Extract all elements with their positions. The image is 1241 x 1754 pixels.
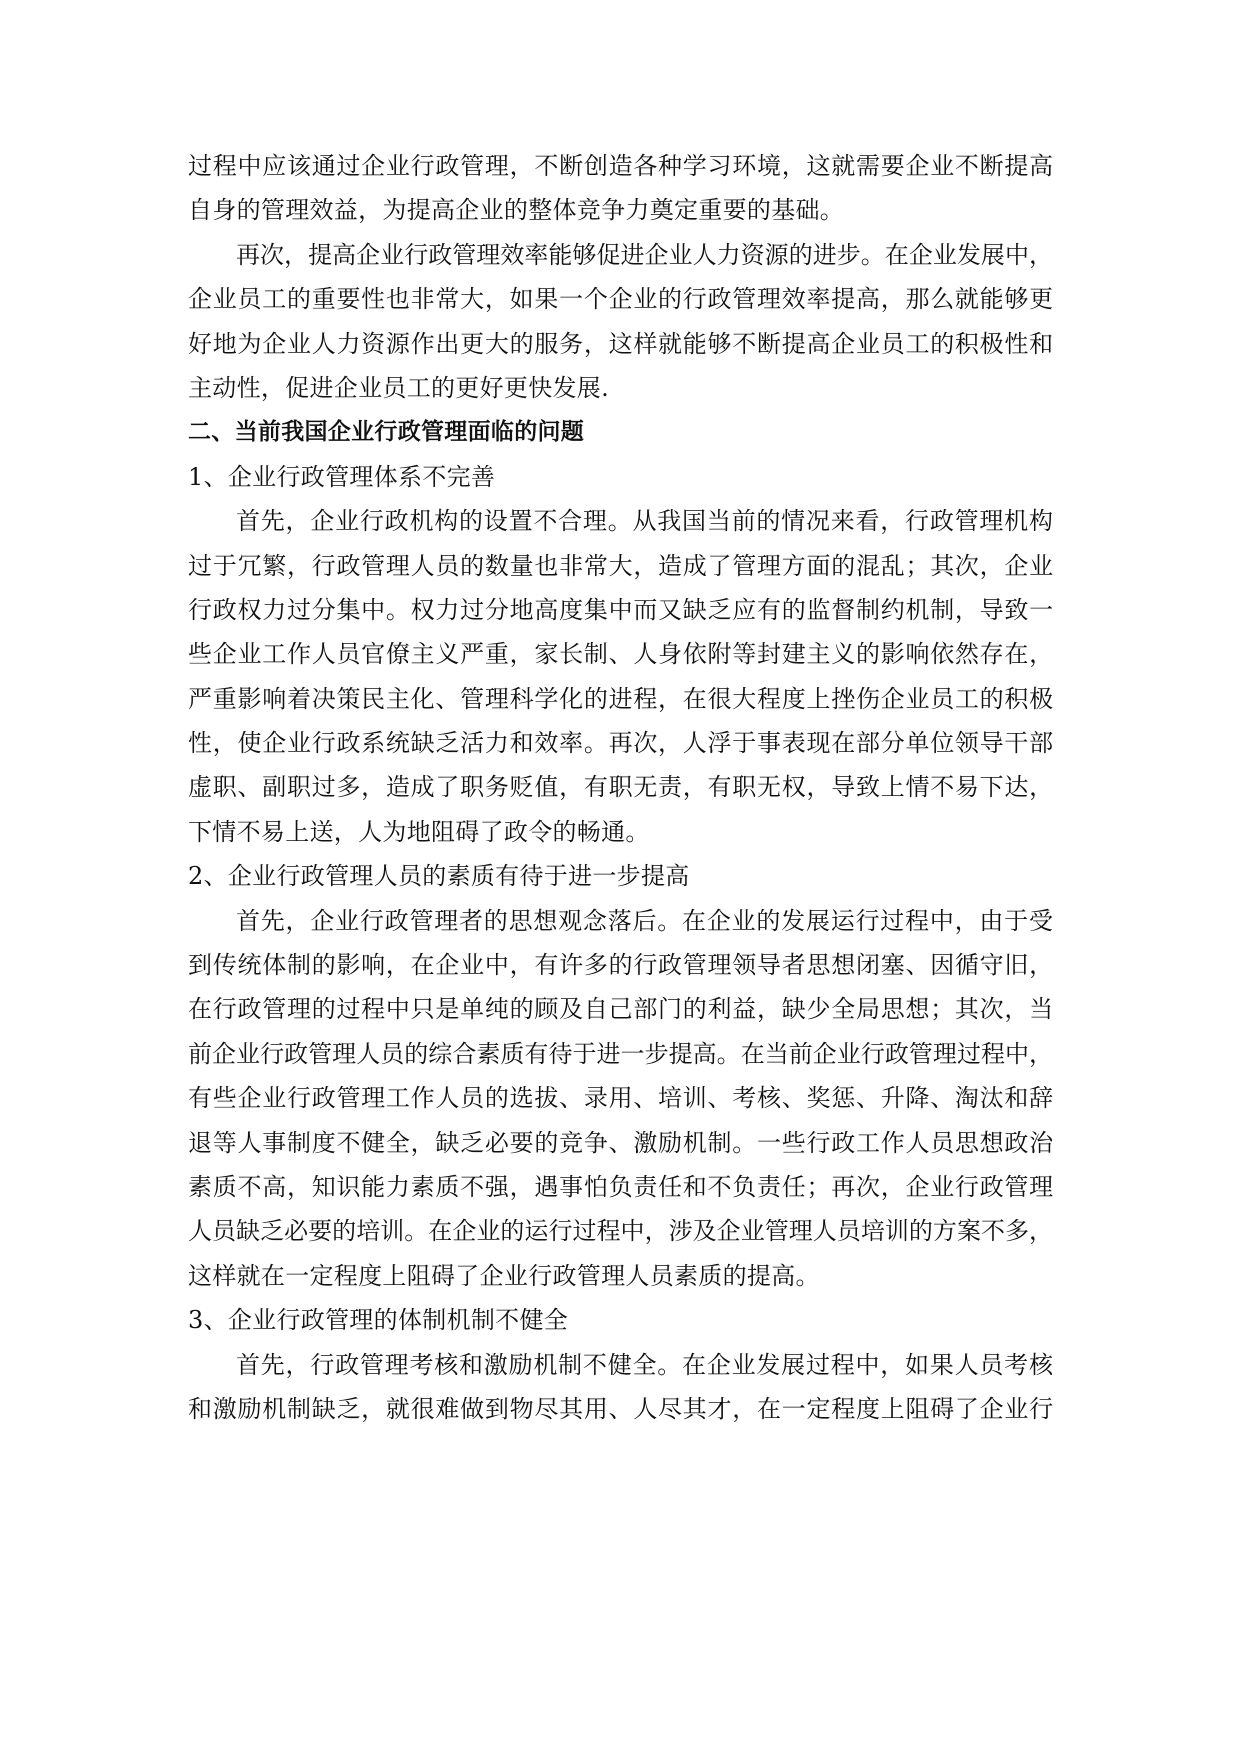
text-line: 性，使企业行政系统缺乏活力和效率。再次，人浮于事表现在部分单位领导干部 [188, 729, 1054, 758]
text-line: 在行政管理的过程中只是单纯的顾及自己部门的利益，缺少全局思想；其次，当 [188, 995, 1054, 1024]
text-line: 首先，企业行政机构的设置不合理。从我国当前的情况来看，行政管理机构 [236, 507, 1054, 536]
text-line: 人员缺乏必要的培训。在企业的运行过程中，涉及企业管理人员培训的方案不多， [188, 1217, 1054, 1246]
text-line: 主动性，促进企业员工的更好更快发展. [188, 373, 610, 402]
text-line: 退等人事制度不健全，缺乏必要的竞争、激励机制。一些行政工作人员思想政治 [188, 1128, 1054, 1157]
text-line: 和激励机制缺乏，就很难做到物尽其用、人尽其才，在一定程度上阻碍了企业行 [188, 1394, 1054, 1423]
text-line: 自身的管理效益，为提高企业的整体竞争力奠定重要的基础。 [188, 196, 845, 225]
text-line: 再次，提高企业行政管理效率能够促进企业人力资源的进步。在企业发展中， [236, 240, 1054, 269]
text-line: 企业员工的重要性也非常大，如果一个企业的行政管理效率提高，那么就能够更 [188, 285, 1054, 314]
text-line: 到传统体制的影响，在企业中，有许多的行政管理领导者思想闭塞、因循守旧， [188, 951, 1054, 980]
text-line: 过于冗繁，行政管理人员的数量也非常大，造成了管理方面的混乱；其次，企业 [188, 551, 1054, 580]
text-line: 首先，行政管理考核和激励机制不健全。在企业发展过程中，如果人员考核 [236, 1350, 1054, 1379]
text-line: 首先，企业行政管理者的思想观念落后。在企业的发展运行过程中，由于受 [236, 906, 1054, 935]
text-line: 这样就在一定程度上阻碍了企业行政管理人员素质的提高。 [188, 1261, 820, 1290]
section-heading: 二、当前我国企业行政管理面临的问题 [188, 419, 585, 446]
document-body [188, 144, 1053, 1431]
text-line: 过程中应该通过企业行政管理，不断创造各种学习环境，这就需要企业不断提高 [188, 152, 1054, 180]
text-line: 些企业工作人员官僚主义严重，家长制、人身依附等封建主义的影响依然存在， [188, 640, 1054, 669]
subsection-heading: 2、企业行政管理人员的素质有待于进一步提高 [188, 862, 690, 891]
text-line: 有些企业行政管理工作人员的选拔、录用、培训、考核、奖惩、升降、淘汰和辞 [188, 1084, 1054, 1113]
text-line: 下情不易上送，人为地阻碍了政令的畅通。 [188, 817, 650, 846]
text-line: 前企业行政管理人员的综合素质有待于进一步提高。在当前企业行政管理过程中， [188, 1039, 1054, 1068]
subsection-heading: 1、企业行政管理体系不完善 [188, 462, 496, 491]
text-line: 虚职、副职过多，造成了职务贬值，有职无责，有职无权，导致上情不易下达， [188, 773, 1054, 802]
subsection-heading: 3、企业行政管理的体制机制不健全 [188, 1306, 569, 1335]
text-line: 素质不高，知识能力素质不强，遇事怕负责任和不负责任；再次，企业行政管理 [188, 1172, 1054, 1201]
text-line: 行政权力过分集中。权力过分地高度集中而又缺乏应有的监督制约机制，导致一 [188, 595, 1054, 624]
text-line: 好地为企业人力资源作出更大的服务，这样就能够不断提高企业员工的积极性和 [188, 329, 1054, 358]
text-line: 严重影响着决策民主化、管理科学化的进程，在很大程度上挫伤企业员工的积极 [188, 684, 1054, 713]
